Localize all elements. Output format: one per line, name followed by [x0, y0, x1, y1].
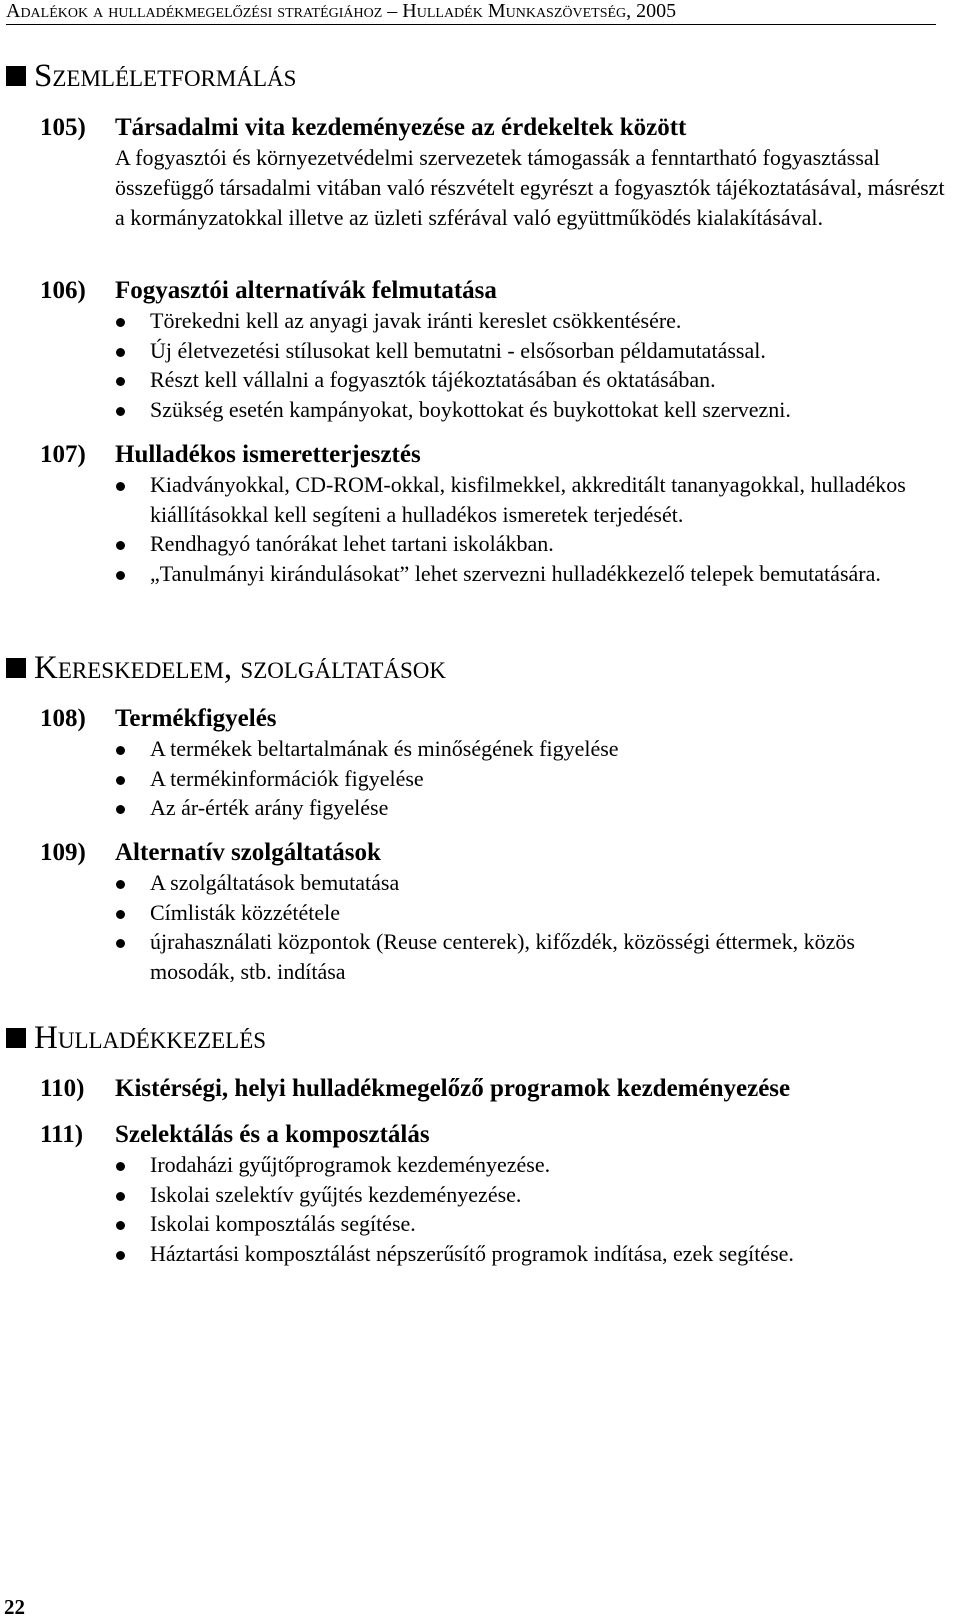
list-item-text: Kiadványokkal, CD-ROM-okkal, kisfilmekkel, akkreditált tananyagokkal, hulladékos kiállításokkal kell segíteni a hulladékos ismeretek terjedését. — [150, 472, 906, 527]
list-item — [115, 868, 935, 898]
section-title: Szemléletformálás — [34, 58, 297, 94]
item-heading-107 — [40, 440, 421, 470]
list-item — [115, 927, 935, 986]
section-heading-hulladekkezeles — [6, 1020, 266, 1056]
list-item — [115, 1150, 935, 1180]
bullet-icon — [116, 1251, 125, 1260]
item-heading-110 — [40, 1074, 790, 1104]
item-heading-106 — [40, 276, 497, 306]
bullet-icon — [116, 1221, 125, 1230]
list-item-text: A termékek beltartalmának és minőségének figyelése — [150, 736, 619, 761]
square-bullet-icon — [6, 1028, 26, 1048]
item-heading-111 — [40, 1120, 430, 1150]
item-number: 105) — [40, 114, 86, 141]
item-title: Kistérségi, helyi hulladékmegelőző programok kezdeményezése — [115, 1075, 791, 1102]
bullet-icon — [116, 407, 125, 416]
list-item-text: „Tanulmányi kirándulásokat” lehet szervezni hulladékkezelő telepek bemutatására. — [150, 560, 881, 586]
bullet-list-106 — [115, 306, 935, 424]
list-item — [115, 306, 935, 336]
bullet-icon — [116, 541, 125, 550]
item-heading-105 — [40, 113, 686, 143]
list-item — [115, 764, 935, 794]
item-number: 106) — [40, 277, 86, 304]
item-title: Termékfigyelés — [115, 705, 277, 732]
bullet-icon — [116, 805, 125, 814]
list-item-text: Iskolai komposztálás segítése. — [150, 1211, 416, 1236]
bullet-list-109 — [115, 868, 935, 986]
item-heading-109 — [40, 838, 381, 868]
bullet-icon — [116, 571, 125, 580]
page-number: 22 — [4, 1595, 25, 1619]
list-item — [115, 1239, 935, 1269]
bullet-icon — [116, 880, 125, 889]
list-item — [115, 1180, 935, 1210]
item-number: 110) — [40, 1075, 85, 1102]
bullet-icon — [116, 776, 125, 785]
list-item-text: Iskolai szelektív gyűjtés kezdeményezése. — [150, 1181, 522, 1207]
list-item — [115, 559, 935, 589]
list-item-text: Szükség esetén kampányokat, boykottokat és buykottokat kell szervezni. — [150, 396, 791, 422]
item-title: Szelektálás és a komposztálás — [115, 1121, 430, 1148]
item-title: Társadalmi vita kezdeményezése az érdekeltek között — [115, 114, 687, 141]
list-item — [115, 336, 935, 366]
square-bullet-icon — [6, 658, 26, 678]
item-paragraph-105: A fogyasztói és környezetvédelmi szervezetek támogassák a fenntartható fogyasztással összefüggő társadalmi vitában való részvételt egyrészt a fogyasztók tájékoztatásával, másrészt a kormányzatokkal illetve az üzleti szférával való együttműködés kialakításával. — [115, 145, 945, 230]
bullet-icon — [116, 318, 125, 327]
list-item-text: A termékinformációk figyelése — [150, 765, 424, 791]
bullet-icon — [116, 910, 125, 919]
item-title: Alternatív szolgáltatások — [115, 839, 381, 866]
list-item — [115, 470, 935, 529]
bullet-list-107 — [115, 470, 935, 588]
section-heading-szemleletformalas — [6, 58, 296, 94]
list-item-text: Háztartási komposztálást népszerűsítő programok indítása, ezek segítése. — [150, 1240, 794, 1266]
bullet-icon — [116, 482, 125, 491]
section-heading-kereskedelem — [6, 650, 446, 686]
list-item — [115, 1209, 935, 1239]
list-item-text: Címlisták közzététele — [150, 899, 340, 925]
list-item — [115, 898, 935, 928]
list-item-text: A szolgáltatások bemutatása — [150, 870, 400, 895]
square-bullet-icon — [6, 66, 26, 86]
bullet-icon — [116, 746, 125, 755]
list-item — [115, 793, 935, 823]
bullet-icon — [116, 348, 125, 357]
running-header: Adalékok a hulladékmegelőzési stratégiához – Hulladék Munkaszövetség, 2005 — [6, 0, 677, 22]
list-item-text: újrahasználati központok (Reuse centerek), kifőzdék, közösségi éttermek, közös mosodák, stb. indítása — [150, 929, 855, 984]
item-heading-108 — [40, 704, 277, 734]
list-item — [115, 395, 935, 425]
list-item — [115, 365, 935, 395]
list-item — [115, 734, 935, 764]
item-number: 107) — [40, 441, 86, 468]
item-number: 108) — [40, 705, 86, 732]
bullet-icon — [116, 1162, 125, 1171]
section-title: Hulladékkezelés — [34, 1020, 267, 1056]
list-item-text: Részt kell vállalni a fogyasztók tájékoztatásában és oktatásában. — [150, 367, 716, 392]
bullet-icon — [116, 377, 125, 386]
header-divider — [6, 24, 936, 25]
list-item-text: Az ár-érték arány figyelése — [150, 795, 389, 820]
bullet-icon — [116, 1192, 125, 1201]
item-title: Hulladékos ismeretterjesztés — [115, 441, 421, 468]
section-title: Kereskedelem, szolgáltatások — [34, 650, 447, 686]
item-number: 109) — [40, 839, 86, 866]
list-item-text: Rendhagyó tanórákat lehet tartani iskolákban. — [150, 531, 554, 556]
list-item-text: Új életvezetési stílusokat kell bemutatni - elsősorban példamutatással. — [150, 337, 766, 363]
list-item-text: Törekedni kell az anyagi javak iránti kereslet csökkentésére. — [150, 308, 682, 333]
item-number: 111) — [40, 1121, 84, 1148]
list-item — [115, 529, 935, 559]
bullet-list-111 — [115, 1150, 935, 1268]
list-item-text: Irodaházi gyűjtőprogramok kezdeményezése. — [150, 1152, 551, 1177]
item-title: Fogyasztói alternatívák felmutatása — [115, 277, 497, 304]
bullet-icon — [116, 939, 125, 948]
bullet-list-108 — [115, 734, 935, 823]
